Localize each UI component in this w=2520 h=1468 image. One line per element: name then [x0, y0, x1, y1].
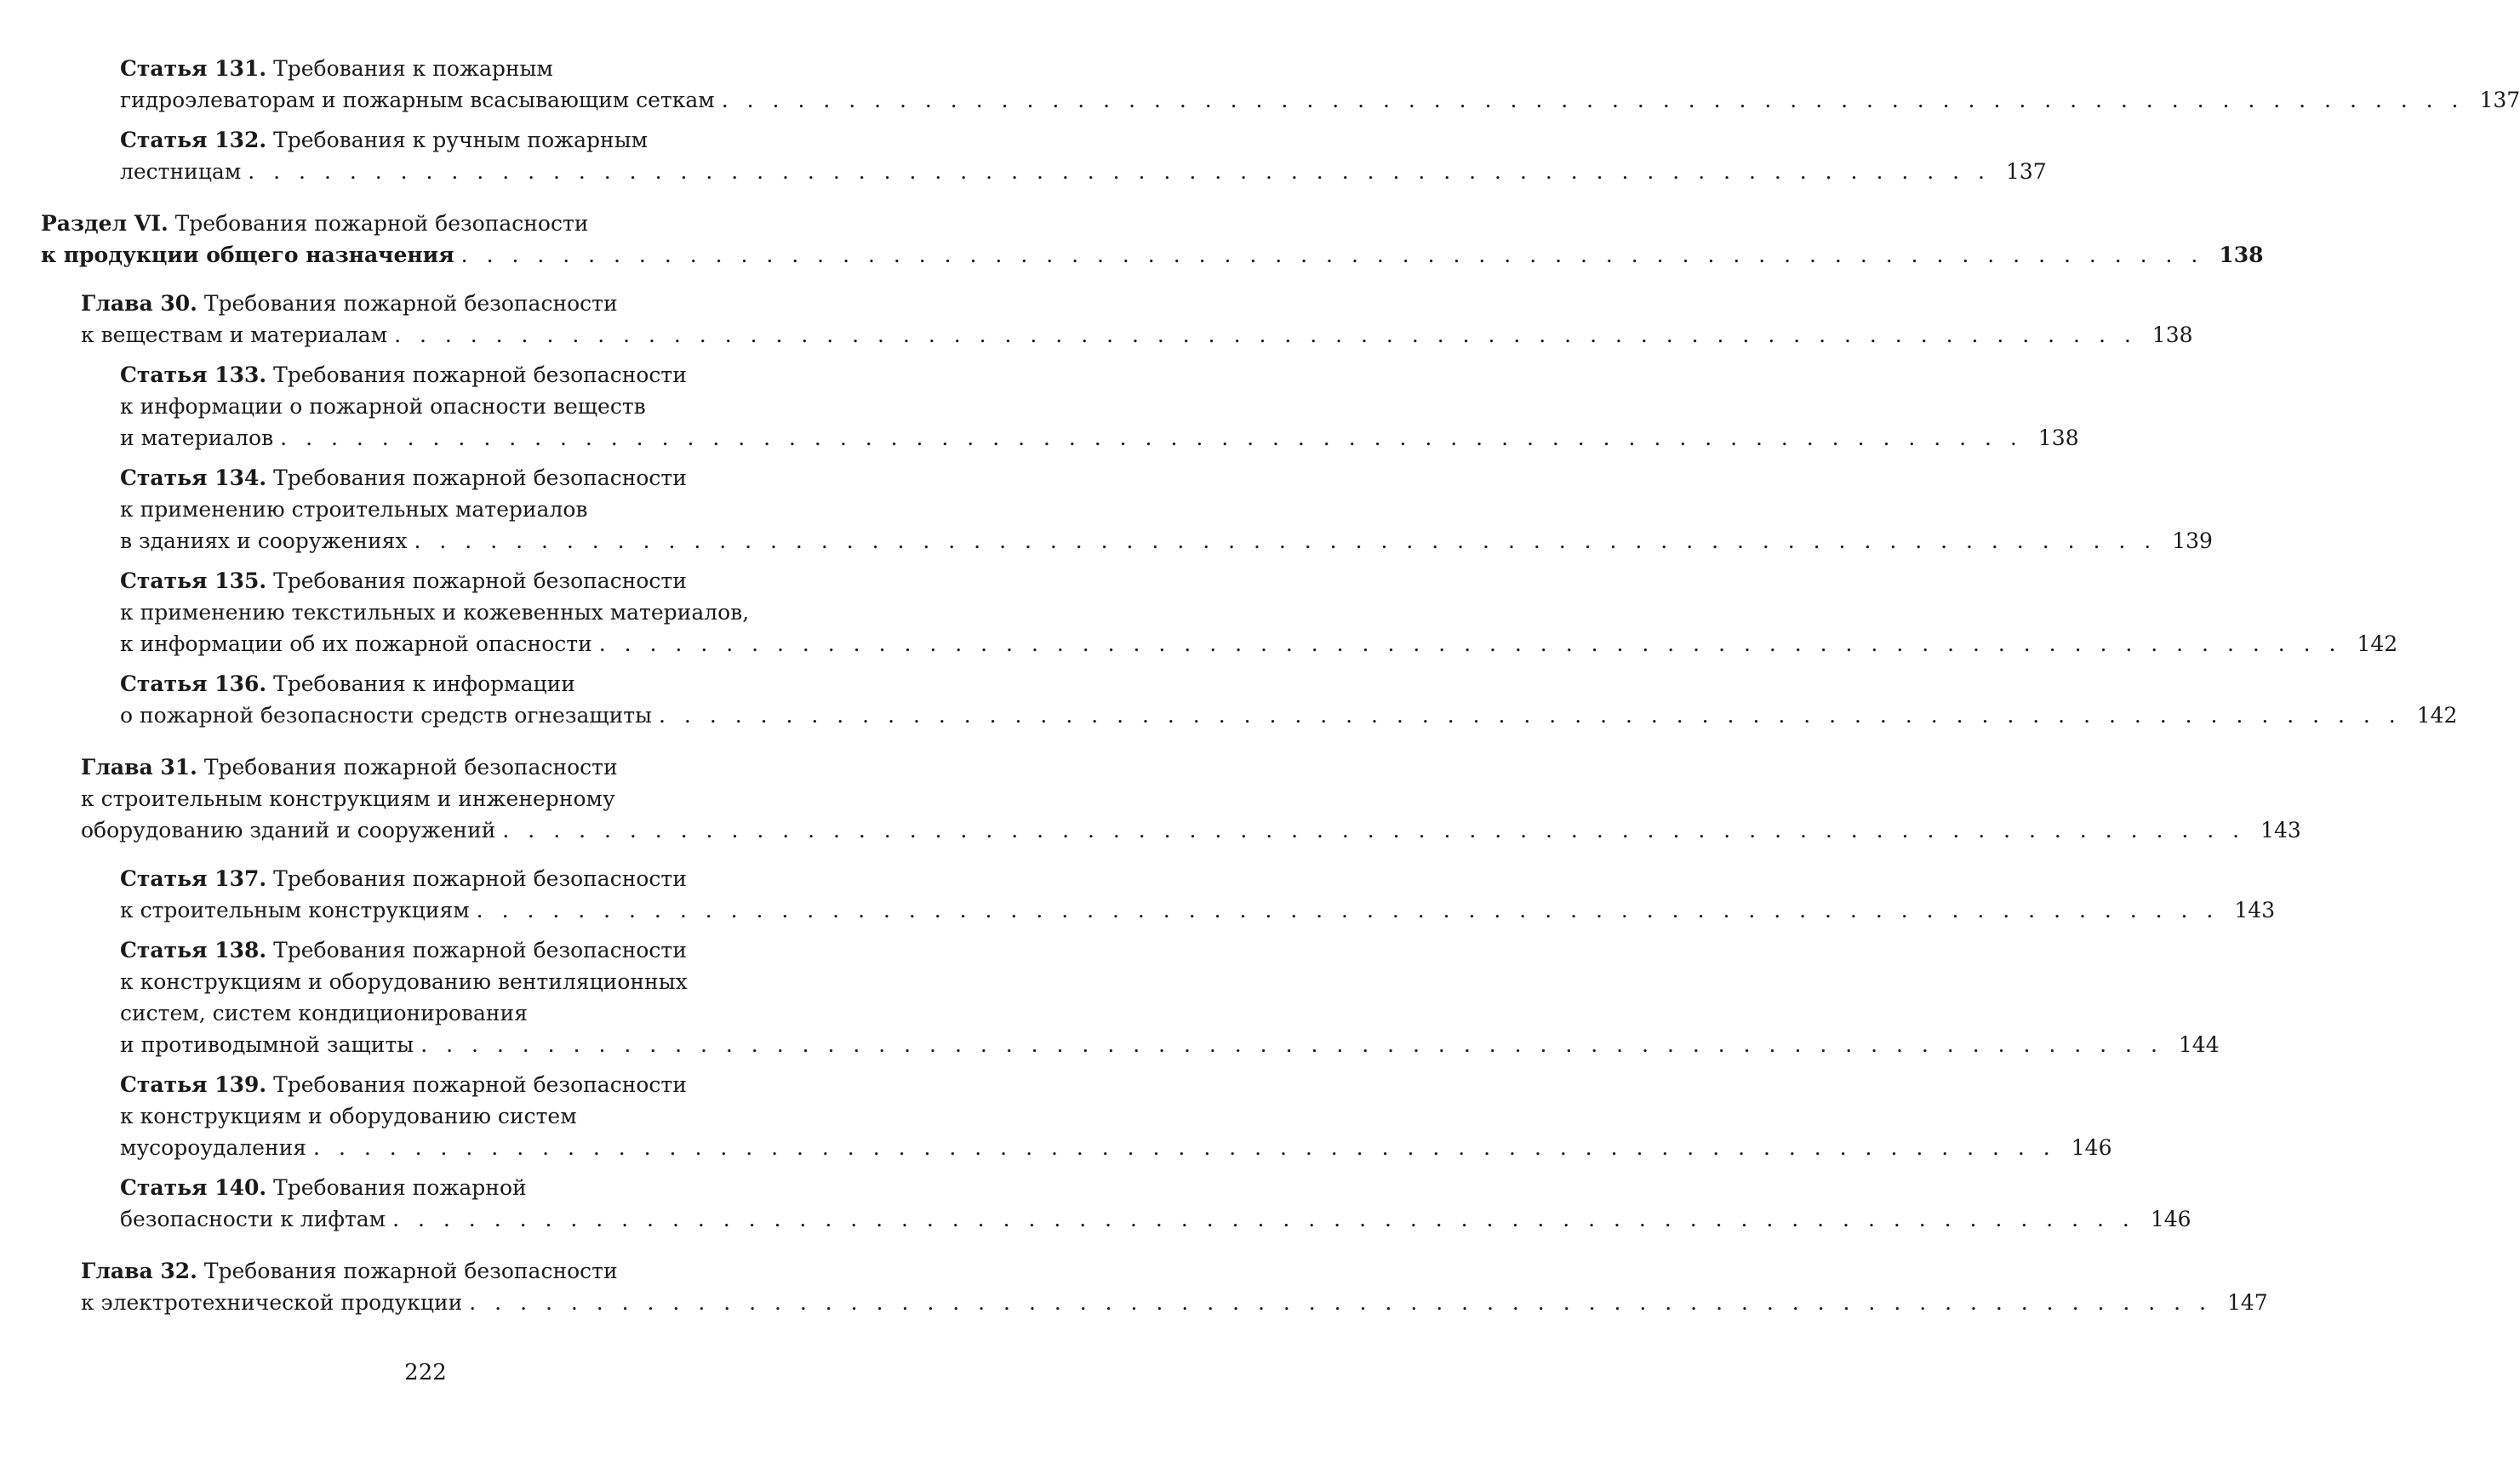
- toc-entry-line: [120, 391, 814, 422]
- toc-entry-last-line: [120, 422, 2079, 454]
- toc-entry-label: Глава 31.: [81, 755, 197, 780]
- toc-entry-title: Требования к информации: [273, 671, 575, 696]
- toc-entry-last-line: [120, 1029, 2220, 1060]
- dot-leader: . . . . . . . . . . . . . . . . . . . . . . . . . . . . . . . . . . . . . . . . . . . . . . . . . . . . . . . . . . . . . . . . . . . . .: [476, 898, 2220, 922]
- toc-entry-line: [120, 934, 814, 966]
- toc-entry-article: [120, 1069, 2112, 1163]
- toc-entry-chapter: [81, 1255, 2268, 1318]
- toc-entry-last-line: [120, 700, 2458, 731]
- toc-page-number: 143: [2260, 818, 2301, 843]
- toc-entry-last-line: [120, 1132, 2112, 1163]
- toc-entry-title: Требования пожарной безопасности: [273, 866, 687, 891]
- dot-leader: . . . . . . . . . . . . . . . . . . . . . . . . . . . . . . . . . . . . . . . . . . . . . . . . . . . . . . . . . . . . . . . . . . . . .: [598, 631, 2342, 656]
- toc-entry-article: [120, 565, 2398, 660]
- dot-leader: . . . . . . . . . . . . . . . . . . . . . . . . . . . . . . . . . . . . . . . . . . . . . . . . . . . . . . . . . . . . . . . . . . . . .: [313, 1135, 2056, 1160]
- toc-entry-title: Требования к пожарным: [273, 56, 553, 81]
- dot-leader: . . . . . . . . . . . . . . . . . . . . . . . . . . . . . . . . . . . . . . . . . . . . . . . . . . . . . . . . . . . . . . . . . . . . .: [248, 159, 1991, 184]
- toc-entry-title: к конструкциям и оборудованию вентиляционных: [120, 969, 688, 994]
- toc-entry-article: [120, 934, 2220, 1060]
- toc-entry-title: в зданиях и сооружениях: [120, 528, 408, 553]
- toc-entry-label: Статья 136.: [120, 671, 267, 696]
- toc-entry-title: к продукции общего назначения: [41, 243, 454, 267]
- toc-entry-title: Требования пожарной безопасности: [273, 363, 687, 387]
- toc-entry-line: [120, 1100, 814, 1132]
- toc-page-number: 137: [2479, 88, 2520, 112]
- toc-entry-title: Требования пожарной безопасности: [203, 1259, 618, 1283]
- toc-entry-line: [120, 565, 814, 597]
- toc-entry-title: безопасности к лифтам: [120, 1207, 386, 1231]
- toc-entry-title: к веществам и материалам: [81, 323, 388, 347]
- toc-entry-title: Требования пожарной безопасности: [203, 291, 618, 316]
- toc-entry-label: Статья 139.: [120, 1072, 267, 1097]
- dot-leader: . . . . . . . . . . . . . . . . . . . . . . . . . . . . . . . . . . . . . . . . . . . . . . . . . . . . . . . . . . . . . . . . . . . . .: [460, 243, 2204, 267]
- toc-entry-title: к информации об их пожарной опасности: [120, 631, 592, 656]
- toc-entry-line: [81, 783, 814, 814]
- toc-entry-title: оборудованию зданий и сооружений: [81, 818, 496, 843]
- toc-entry-label: Статья 134.: [120, 466, 267, 490]
- toc-entry-section: [41, 208, 2264, 271]
- toc-entry-line: [120, 997, 814, 1029]
- toc-entry-line: [120, 966, 814, 997]
- toc-entry-title: к применению строительных материалов: [120, 497, 588, 522]
- toc-entry-line: [81, 288, 814, 319]
- toc-entry-title: Требования пожарной: [273, 1175, 527, 1200]
- toc-page-number: 147: [2227, 1290, 2268, 1315]
- toc-entry-line: [120, 1172, 814, 1203]
- dot-leader: . . . . . . . . . . . . . . . . . . . . . . . . . . . . . . . . . . . . . . . . . . . . . . . . . . . . . . . . . . . . . . . . . . . . .: [414, 528, 2157, 553]
- toc-entry-article: [120, 124, 2047, 187]
- toc-entry-title: к конструкциям и оборудованию систем: [120, 1104, 577, 1128]
- toc-entry-title: Требования пожарной безопасности: [203, 755, 618, 780]
- toc-entry-line: [120, 124, 814, 156]
- toc-entry-article: [120, 1172, 2191, 1235]
- toc-page-number: 144: [2178, 1032, 2220, 1057]
- toc-entry-title: гидроэлеваторам и пожарным всасывающим сеткам: [120, 88, 715, 112]
- toc-entry-last-line: [120, 84, 2520, 116]
- dot-leader: . . . . . . . . . . . . . . . . . . . . . . . . . . . . . . . . . . . . . . . . . . . . . . . . . . . . . . . . . . . . . . . . . . . . .: [394, 323, 2137, 347]
- toc-entry-title: Требования к ручным пожарным: [273, 128, 649, 152]
- toc-page-number: 138: [2219, 243, 2264, 267]
- toc-entry-last-line: [41, 239, 2264, 271]
- toc-entry-title: Требования пожарной безопасности: [273, 1072, 687, 1097]
- toc-entry-line: [120, 359, 814, 391]
- toc-page-number: 139: [2172, 528, 2213, 553]
- toc-entry-title: и противодымной защиты: [120, 1032, 414, 1057]
- toc-page-number: 143: [2234, 898, 2276, 922]
- toc-entry-article: [120, 359, 2079, 454]
- toc-entry-title: систем, систем кондиционирования: [120, 1001, 528, 1025]
- toc-entry-label: Раздел VI.: [41, 211, 169, 236]
- toc-entry-title: Требования пожарной безопасности: [273, 938, 687, 962]
- toc-page-number: 138: [2037, 426, 2079, 450]
- toc-entry-last-line: [120, 1203, 2191, 1235]
- toc-entry-last-line: [81, 319, 2193, 351]
- dot-leader: . . . . . . . . . . . . . . . . . . . . . . . . . . . . . . . . . . . . . . . . . . . . . . . . . . . . . . . . . . . . . . . . . . . . .: [502, 818, 2246, 843]
- toc-entry-title: к информации о пожарной опасности веществ: [120, 394, 646, 419]
- toc-entry-title: лестницам: [120, 159, 242, 184]
- toc-entry-article: [120, 462, 2213, 557]
- toc-page-number: 146: [2150, 1207, 2191, 1231]
- toc-entry-last-line: [120, 628, 2398, 660]
- toc-entry-last-line: [120, 525, 2213, 557]
- toc-page-number: 138: [2151, 323, 2193, 347]
- toc-entry-line: [120, 863, 814, 894]
- toc-entry-title: к строительным конструкциям: [120, 898, 470, 922]
- toc-entry-label: Статья 138.: [120, 938, 267, 962]
- dot-leader: . . . . . . . . . . . . . . . . . . . . . . . . . . . . . . . . . . . . . . . . . . . . . . . . . . . . . . . . . . . . . . . . . . . . .: [280, 426, 2023, 450]
- toc-entry-title: к строительным конструкциям и инженерному: [81, 786, 615, 811]
- toc-entry-label: Статья 132.: [120, 128, 267, 152]
- toc-entry-line: [120, 668, 814, 700]
- toc-entry-label: Статья 133.: [120, 363, 267, 387]
- toc-entry-label: Статья 140.: [120, 1175, 267, 1200]
- toc-entry-last-line: [120, 156, 2047, 187]
- dot-leader: . . . . . . . . . . . . . . . . . . . . . . . . . . . . . . . . . . . . . . . . . . . . . . . . . . . . . . . . . . . . . . . . . . . . .: [721, 88, 2465, 112]
- toc-entry-title: к электротехнической продукции: [81, 1290, 463, 1315]
- toc-entry-article: [120, 863, 2276, 926]
- table-of-contents: [0, 53, 2520, 1318]
- toc-entry-label: Статья 135.: [120, 568, 267, 593]
- toc-page-number: 146: [2071, 1135, 2112, 1160]
- toc-entry-line: [120, 1069, 814, 1100]
- dot-leader: . . . . . . . . . . . . . . . . . . . . . . . . . . . . . . . . . . . . . . . . . . . . . . . . . . . . . . . . . . . . . . . . . . . . .: [659, 703, 2402, 728]
- toc-entry-title: и материалов: [120, 426, 274, 450]
- toc-entry-article: [120, 53, 2520, 116]
- toc-entry-label: Статья 131.: [120, 56, 267, 81]
- toc-entry-title: мусороудаления: [120, 1135, 307, 1160]
- toc-entry-label: Глава 32.: [81, 1259, 197, 1283]
- toc-entry-line: [81, 1255, 814, 1287]
- toc-entry-last-line: [120, 894, 2276, 926]
- toc-entry-line: [41, 208, 814, 239]
- toc-entry-title: Требования пожарной безопасности: [174, 211, 589, 236]
- toc-page-number: 142: [2357, 631, 2398, 656]
- toc-entry-last-line: [81, 814, 2301, 846]
- toc-entry-article: [120, 668, 2458, 731]
- toc-page-number: 142: [2416, 703, 2458, 728]
- toc-entry-line: [120, 462, 814, 494]
- toc-entry-title: Требования пожарной безопасности: [273, 568, 687, 593]
- toc-entry-line: [81, 751, 814, 783]
- toc-entry-last-line: [81, 1287, 2268, 1318]
- toc-entry-label: Глава 30.: [81, 291, 197, 316]
- toc-entry-title: о пожарной безопасности средств огнезащиты: [120, 703, 653, 728]
- toc-entry-title: Требования пожарной безопасности: [273, 466, 687, 490]
- page-number: 222: [404, 1360, 447, 1385]
- dot-leader: . . . . . . . . . . . . . . . . . . . . . . . . . . . . . . . . . . . . . . . . . . . . . . . . . . . . . . . . . . . . . . . . . . . . .: [420, 1032, 2163, 1057]
- toc-entry-label: Статья 137.: [120, 866, 267, 891]
- dot-leader: . . . . . . . . . . . . . . . . . . . . . . . . . . . . . . . . . . . . . . . . . . . . . . . . . . . . . . . . . . . . . . . . . . . . .: [469, 1290, 2212, 1315]
- toc-page-number: 137: [2005, 159, 2047, 184]
- toc-entry-chapter: [81, 751, 2301, 846]
- toc-entry-line: [120, 494, 814, 525]
- toc-entry-title: к применению текстильных и кожевенных материалов,: [120, 600, 750, 625]
- toc-entry-chapter: [81, 288, 2193, 351]
- dot-leader: . . . . . . . . . . . . . . . . . . . . . . . . . . . . . . . . . . . . . . . . . . . . . . . . . . . . . . . . . . . . . . . . . . . . .: [392, 1207, 2135, 1231]
- toc-entry-line: [120, 597, 814, 628]
- toc-entry-line: [120, 53, 814, 84]
